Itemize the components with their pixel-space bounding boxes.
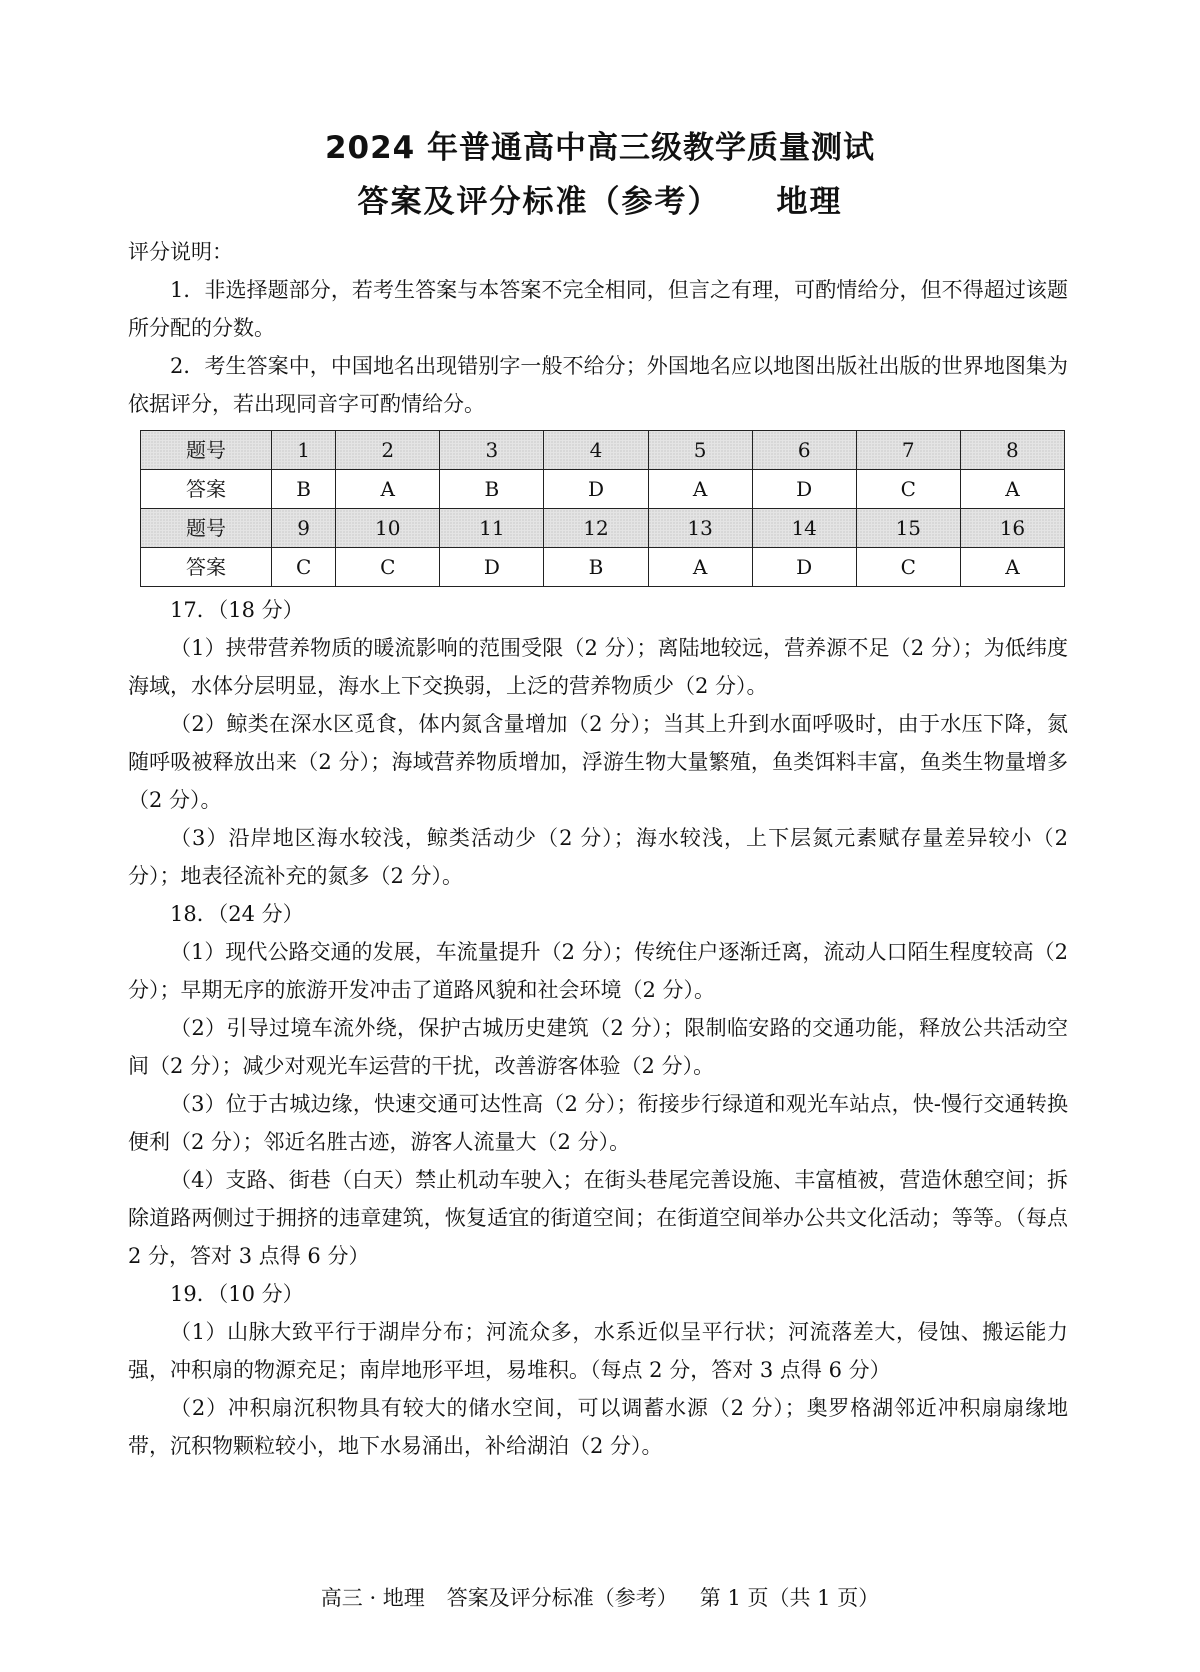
document-subtitle: 答案及评分标准（参考） [357, 184, 721, 220]
answer-cell: C [336, 548, 440, 587]
answer-cell: D [752, 548, 856, 587]
answer-table [140, 430, 1065, 587]
footer-page-info: 第 1 页（共 1 页） [699, 1586, 880, 1610]
question-18-part-3: （3）位于古城边缘，快速交通可达性高（2 分）；衔接步行绿道和观光车站点，快-慢行交通转换便利（2 分）；邻近名胜古迹，游客人流量大（2 分）。 [128, 1092, 1068, 1154]
answer-cell: A [960, 470, 1064, 509]
scoring-notes-heading: 评分说明： [128, 240, 233, 264]
answer-cell: C [272, 548, 336, 587]
document-title: 2024 年普通高中高三级教学质量测试 [324, 130, 876, 166]
question-19-part-1: （1）山脉大致平行于湖岸分布；河流众多，水系近似呈平行状；河流落差大，侵蚀、搬运能力强，冲积扇的物源充足；南岸地形平坦，易堆积。（每点 2 分，答对 3 点得 6 分） [128, 1320, 1068, 1382]
question-number-cell: 16 [960, 509, 1064, 548]
document-body [128, 233, 1068, 1465]
question-17-part-1: （1）挟带营养物质的暖流影响的范围受限（2 分）；离陆地较远，营养源不足（2 分）；为低纬度海域，水体分层明显，海水上下交换弱，上泛的营养物质少（2 分）。 [128, 636, 1068, 698]
question-number-cell: 6 [752, 431, 856, 470]
page-footer [0, 1582, 1200, 1612]
question-number-cell: 11 [440, 509, 544, 548]
answer-cell: B [544, 548, 648, 587]
subject-label: 地理 [776, 184, 843, 220]
answer-cell: C [856, 470, 960, 509]
footer-course: 高三 · 地理 [320, 1586, 425, 1610]
question-number-label: 题号 [141, 431, 272, 470]
answer-cell: A [648, 470, 752, 509]
question-number-cell: 2 [336, 431, 440, 470]
question-number-cell: 5 [648, 431, 752, 470]
question-18-part-4: （4）支路、街巷（白天）禁止机动车驶入；在街头巷尾完善设施、丰富植被，营造休憩空间；拆除道路两侧过于拥挤的违章建筑，恢复适宜的街道空间；在街道空间举办公共文化活动；等等。（每点 2 分，答对 3 点得 6 分） [128, 1168, 1068, 1268]
scoring-note-2: 2．考生答案中，中国地名出现错别字一般不给分；外国地名应以地图出版社出版的世界地图集为依据评分，若出现同音字可酌情给分。 [128, 354, 1068, 416]
answer-cell: A [960, 548, 1064, 587]
answer-cell: B [440, 470, 544, 509]
answer-label: 答案 [141, 548, 272, 587]
question-19-header: 19．（10 分） [170, 1282, 304, 1306]
answer-cell: D [440, 548, 544, 587]
question-18-part-2: （2）引导过境车流外绕，保护古城历史建筑（2 分）；限制临安路的交通功能，释放公共活动空间（2 分）；减少对观光车运营的干扰，改善游客体验（2 分）。 [128, 1016, 1068, 1078]
question-number-cell: 3 [440, 431, 544, 470]
answer-row [141, 470, 1065, 509]
footer-doc-name: 答案及评分标准（参考） [446, 1586, 678, 1610]
question-number-cell: 1 [272, 431, 336, 470]
question-number-cell: 4 [544, 431, 648, 470]
question-number-cell: 13 [648, 509, 752, 548]
question-number-row [141, 431, 1065, 470]
question-number-cell: 10 [336, 509, 440, 548]
question-number-cell: 9 [272, 509, 336, 548]
question-number-cell: 8 [960, 431, 1064, 470]
question-number-label: 题号 [141, 509, 272, 548]
document-subtitle-line [0, 176, 1200, 221]
answer-cell: A [648, 548, 752, 587]
question-17-part-2: （2）鲸类在深水区觅食，体内氮含量增加（2 分）；当其上升到水面呼吸时，由于水压下降，氮随呼吸被释放出来（2 分）；海域营养物质增加，浮游生物大量繁殖，鱼类饵料丰富，鱼类生物量增多（2 分）。 [128, 712, 1068, 812]
question-18-header: 18．（24 分） [170, 902, 304, 926]
answer-cell: B [272, 470, 336, 509]
question-number-cell: 14 [752, 509, 856, 548]
answer-cell: C [856, 548, 960, 587]
answer-label: 答案 [141, 470, 272, 509]
answer-row [141, 548, 1065, 587]
answer-cell: D [752, 470, 856, 509]
question-number-cell: 7 [856, 431, 960, 470]
question-18-part-1: （1）现代公路交通的发展，车流量提升（2 分）；传统住户逐渐迁离，流动人口陌生程度较高（2 分）；早期无序的旅游开发冲击了道路风貌和社会环境（2 分）。 [128, 940, 1068, 1002]
question-17-part-3: （3）沿岸地区海水较浅，鲸类活动少（2 分）；海水较浅，上下层氮元素赋存量差异较小（2 分）；地表径流补充的氮多（2 分）。 [128, 826, 1068, 888]
answer-cell: D [544, 470, 648, 509]
answer-cell: A [336, 470, 440, 509]
scoring-note-1: 1．非选择题部分，若考生答案与本答案不完全相同，但言之有理，可酌情给分，但不得超过该题所分配的分数。 [128, 278, 1068, 340]
question-number-cell: 12 [544, 509, 648, 548]
question-19-part-2: （2）冲积扇沉积物具有较大的储水空间，可以调蓄水源（2 分）；奥罗格湖邻近冲积扇扇缘地带，沉积物颗粒较小，地下水易涌出，补给湖泊（2 分）。 [128, 1396, 1068, 1458]
question-number-row [141, 509, 1065, 548]
question-17-header: 17．（18 分） [170, 598, 304, 622]
question-number-cell: 15 [856, 509, 960, 548]
